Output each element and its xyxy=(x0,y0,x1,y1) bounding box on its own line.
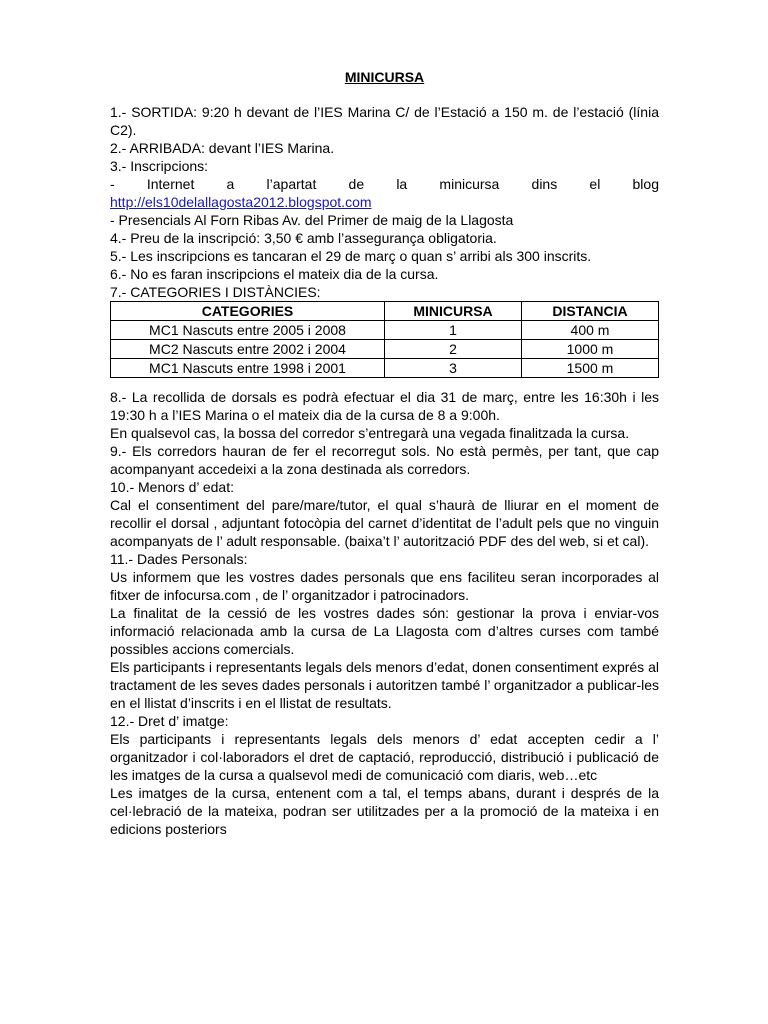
table-row xyxy=(111,340,659,359)
page-title: MINICURSA xyxy=(344,69,425,85)
header-minicursa: MINICURSA xyxy=(385,302,522,321)
item-recorregut: 9.- Els corredors hauran de fer el recorregut sols. No està permès, per tant, que cap acompanyant accedeixi a la zona destinada als corredors. xyxy=(110,443,659,477)
cell-category: MC2 Nascuts entre 2002 i 2004 xyxy=(111,340,385,359)
item-imatge-text-1: Els participants i representants legals dels menors d’ edat accepten cedir a l’ organitzador i col·laboradors el dret de captació, reproducció, distribució i publicació de les imatges de la cursa a qualsevol medi de comunicació com diaris, web…etc xyxy=(110,731,659,783)
table-header-row xyxy=(111,302,659,321)
blog-link[interactable]: http://els10delallagosta2012.blogspot.com xyxy=(110,194,372,210)
item-imatge-heading: 12.- Dret d’ imatge: xyxy=(110,713,229,729)
item-recollida-dorsals: 8.- La recollida de dorsals es podrà efectuar el dia 31 de març, entre les 16:30h i les 19:30 h a l’IES Marina o el mateix dia de la cursa de 8 a 9:00h. xyxy=(110,389,659,423)
item-menors-heading: 10.- Menors d’ edat: xyxy=(110,479,234,495)
table-row xyxy=(111,321,659,340)
item-inscripcions-internet: - Internet a l’apartat de la minicursa dins el blog xyxy=(110,176,659,192)
cell-category: MC1 Nascuts entre 1998 i 2001 xyxy=(111,359,385,378)
cell-minicursa: 3 xyxy=(385,359,522,378)
item-sortida: 1.- SORTIDA: 9:20 h devant de l’IES Marina C/ de l’Estació a 150 m. de l’estació (línia C2). xyxy=(110,104,659,138)
item-imatge-text-2: Les imatges de la cursa, entenent com a tal, el temps abans, durant i després de la cel·lebració de la mateixa, podran ser utilitzades per a la promoció de la mateixa i en edicions posteriors xyxy=(110,785,659,837)
cell-distance: 400 m xyxy=(522,321,659,340)
item-dades-text-3: Els participants i representants legals dels menors d’edat, donen consentiment exprés al tractament de les seves dades personals i autoritzen també l’ organitzador a publicar-les en el llistat d’inscrits i en el llistat de resultats. xyxy=(110,659,659,711)
item-preu: 4.- Preu de la inscripció: 3,50 € amb l’assegurança obligatoria. xyxy=(110,230,497,246)
item-tancament: 5.- Les inscripcions es tancaran el 29 de març o quan s’ arribi als 300 inscrits. xyxy=(110,248,592,264)
item-categories-heading: 7.- CATEGORIES I DISTÀNCIES: xyxy=(110,284,321,300)
cell-distance: 1500 m xyxy=(522,359,659,378)
categories-table xyxy=(110,301,659,378)
item-dades-text-1: Us informem que les vostres dades personals que ens faciliteu seran incorporades al fitxer de infocursa.com , de l’ organitzador i patrocinadors. xyxy=(110,569,659,603)
item-dades-text-2: La finalitat de la cessió de les vostres dades són: gestionar la prova i enviar-vos informació relacionada amb la cursa de La Llagosta com d’altres curses com també possibles accions comercials. xyxy=(110,605,659,657)
item-menors-text: Cal el consentiment del pare/mare/tutor, el qual s’haurà de lliurar en el moment de recollir el dorsal , adjuntant fotocòpia del carnet d’identitat de l’adult pels que no vinguin acompanyats de l’ adult responsable. (baixa’t l’ autorització PDF des del web, si et cal). xyxy=(110,497,659,549)
cell-minicursa: 2 xyxy=(385,340,522,359)
item-no-inscripcions: 6.- No es faran inscripcions el mateix dia de la cursa. xyxy=(110,266,439,282)
cell-distance: 1000 m xyxy=(522,340,659,359)
item-inscripcions: 3.- Inscripcions: xyxy=(110,158,209,174)
blog-link-line xyxy=(110,193,659,211)
header-categories: CATEGORIES xyxy=(111,302,385,321)
item-arribada: 2.- ARRIBADA: devant l’IES Marina. xyxy=(110,140,335,156)
header-distancia: DISTANCIA xyxy=(522,302,659,321)
item-inscripcions-presencials: - Presencials Al Forn Ribas Av. del Primer de maig de la Llagosta xyxy=(110,212,514,228)
cell-category: MC1 Nascuts entre 2005 i 2008 xyxy=(111,321,385,340)
table-row xyxy=(111,359,659,378)
item-bossa-corredor: En qualsevol cas, la bossa del corredor s’entregarà una vegada finalitzada la cursa. xyxy=(110,425,630,441)
cell-minicursa: 1 xyxy=(385,321,522,340)
item-dades-heading: 11.- Dades Personals: xyxy=(110,551,248,567)
spacer xyxy=(110,378,659,388)
